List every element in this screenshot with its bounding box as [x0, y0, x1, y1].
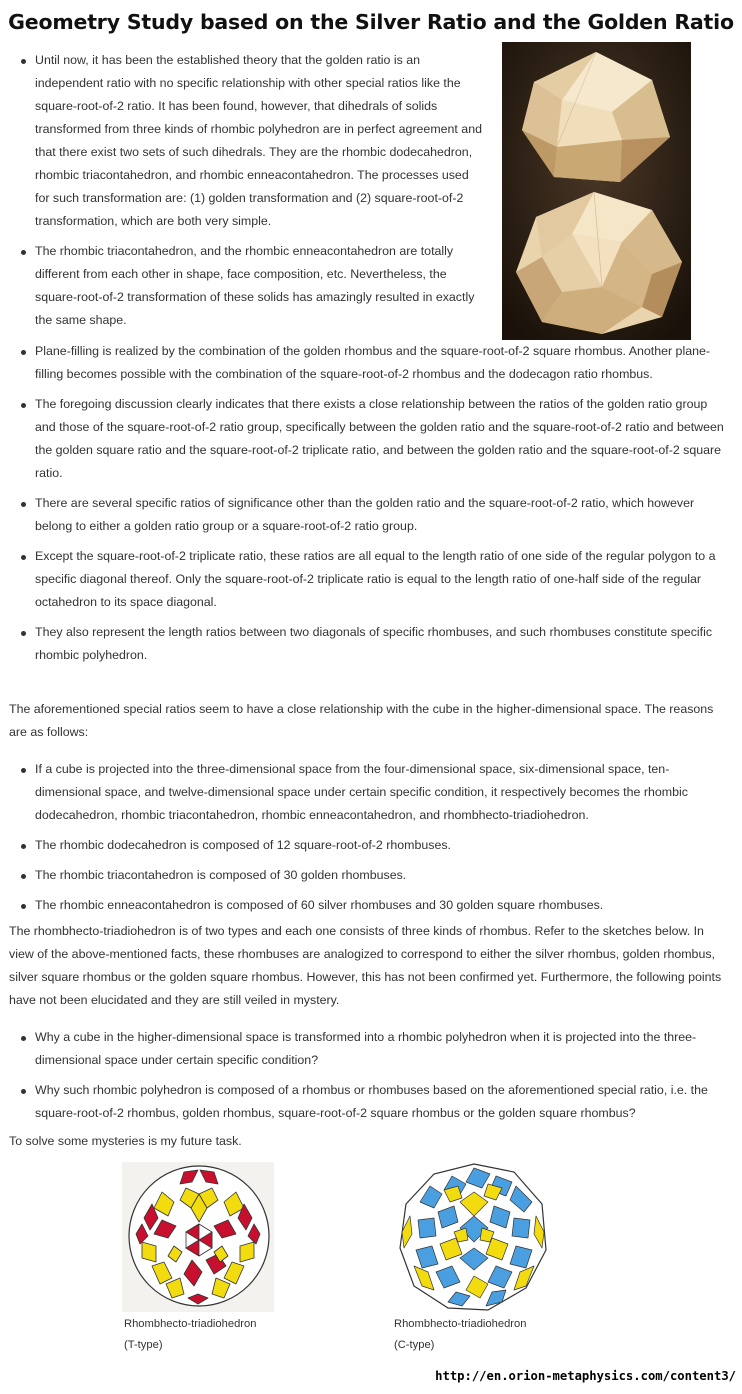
list-item: Until now, it has been the established theory that the golden ratio is an independent ratio with no specific relationship with other special ratios like the square-root-of-2 ratio. It has been found, however, that dihedrals of solids transformed from three kinds of rhombic polyhedron are in perfect agreement and that there exist two sets of such dihedrals. They are the rhombic dodecahedron, rhombic triacontahedron, and rhombic enneacontahedron. The processes used for such transformation are: (1) golden transformation and (2) square-root-of-2 transformation, which are both very simple. — [9, 49, 486, 233]
list-item: If a cube is projected into the three-dimensional space from the four-dimensional space, six-dimensional space, ten-dimensional space, and twelve-dimensional space under certain specific condition, it respectively becomes the rhombic dodecahedron, rhombic triacontahedron, rhombic enneacontahedron, and rhombhecto-triadiohedron. — [9, 758, 725, 827]
list-item: The rhombic dodecahedron is composed of 12 square-root-of-2 rhombuses. — [9, 834, 725, 857]
list-item: The rhombic enneacontahedron is composed of 60 silver rhombuses and 30 golden square rhombuses. — [9, 894, 725, 917]
list-item: Except the square-root-of-2 triplicate ratio, these ratios are all equal to the length ratio of one side of the regular polygon to a specific diagonal thereof. Only the square-root-of-2 triplicate ratio is equal to the length ratio of one-half side of the regular octahedron to its space diagonal. — [9, 545, 725, 614]
paragraph-rhombhecto: The rhombhecto-triadiohedron is of two types and each one consists of three kinds of rhombus. Refer to the sketches below. In view of the above-mentioned facts, these rhombuses are analogized to correspond to either the silver rhombus, golden rhombus, silver square rhombus or the golden square rhombus. However, this has not been confirmed yet. Furthermore, the following points have not been elucidated and they are still veiled in mystery. — [9, 924, 722, 1007]
paragraph-future-task: To solve some mysteries is my future task. — [9, 1134, 242, 1148]
ratio-bullet-list — [9, 340, 725, 667]
list-item: The rhombic triacontahedron, and the rhombic enneacontahedron are totally different from each other in shape, face composition, etc. Nevertheless, the square-root-of-2 transformation of these solids has amazingly resulted in exactly the same shape. — [9, 240, 486, 332]
list-item: Why a cube in the higher-dimensional space is transformed into a rhombic polyhedron when it is projected into the three-dimensional space under certain specific condition? — [9, 1026, 725, 1072]
list-item: There are several specific ratios of significance other than the golden ratio and the square-root-of-2 ratio, which however belong to either a golden ratio group or a square-root-of-2 ratio group. — [9, 492, 725, 538]
rhombhecto-triadiohedron-t-type-figure — [122, 1162, 274, 1312]
list-item: They also represent the length ratios between two diagonals of specific rhombuses, and such rhombuses constitute specific rhombic polyhedron. — [9, 621, 725, 667]
figure-caption-t-type — [124, 1314, 256, 1356]
page-title: Geometry Study based on the Silver Ratio and the Golden Ratio — [8, 10, 734, 34]
figure-caption-c-type — [394, 1314, 526, 1356]
list-item: Why such rhombic polyhedron is composed of a rhombus or rhombuses based on the aforementioned special ratio, i.e. the square-root-of-2 rhombus, golden rhombus, square-root-of-2 square rhombus or the golden square rhombus? — [9, 1079, 725, 1125]
list-item: Plane-filling is realized by the combination of the golden rhombus and the square-root-of-2 square rhombus. Another plane-filling becomes possible with the combination of the square-root-of-2 rhombus and the dodecagon ratio rhombus. — [9, 340, 725, 386]
mystery-bullet-list — [9, 1026, 725, 1125]
list-item: The rhombic triacontahedron is composed of 30 golden rhombuses. — [9, 864, 725, 887]
intro-bullet-list — [9, 49, 486, 332]
caption-name: Rhombhecto-triadiohedron — [394, 1318, 527, 1330]
caption-type: (C-type) — [394, 1339, 435, 1351]
caption-type: (T-type) — [124, 1339, 163, 1351]
rhombhecto-triadiohedron-c-type-figure — [396, 1162, 550, 1314]
cube-bullet-list — [9, 758, 725, 917]
source-url: http://en.orion-metaphysics.com/content3/ — [435, 1369, 736, 1383]
wooden-polyhedra-photo — [502, 42, 691, 340]
list-item: The foregoing discussion clearly indicates that there exists a close relationship between the ratios of the golden ratio group and those of the square-root-of-2 ratio group, specifically between the golden ratio and the square-root-of-2 ratio and between the golden square ratio and the square-root-of-2 triplicate ratio, and between the golden ratio and the square-root-of-2 square ratio. — [9, 393, 725, 485]
caption-name: Rhombhecto-triadiohedron — [124, 1318, 257, 1330]
paragraph-cube-relationship: The aforementioned special ratios seem to have a close relationship with the cube in the higher-dimensional space. The reasons are as follows: — [9, 702, 714, 739]
